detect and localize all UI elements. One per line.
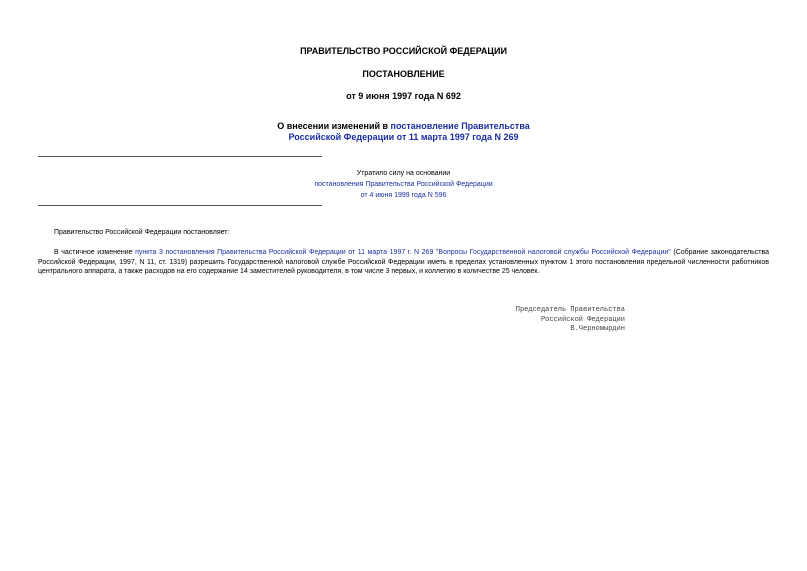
main-paragraph-rest: (Собрание законодательства Российской Федерации, 1997, N 11, ст. 1319) разрешить Государственной налоговой службе Российской Федерации иметь в пределах установленных пунктом 1 этого постановления предельной численности работников центрального аппарата, а также расходов на его содержание 14 заместителей руководителя, в том числе 3 первых, и коллегию в количестве 25 человек. xyxy=(38,249,770,275)
signature-block xyxy=(516,306,625,335)
preamble-text: Правительство Российской Федерации постановляет: xyxy=(54,229,230,236)
divider-top xyxy=(38,156,322,157)
government-heading: ПРАВИТЕЛЬСТВО РОССИЙСКОЙ ФЕДЕРАЦИИ xyxy=(300,46,507,56)
signature-position: Председатель Правительства xyxy=(515,306,625,314)
repeal-link-part1[interactable]: постановления Правительства Российской Федерации xyxy=(314,181,493,188)
signature-name: В.Черномырдин xyxy=(570,325,625,333)
divider-bottom xyxy=(38,205,322,206)
resolution-clause-link[interactable]: пункта 3 постановления Правительства Российской Федерации от 11 марта 1997 г. N 269 "Вопросы Государственной налоговой службы Российской Федерации" xyxy=(135,249,671,256)
signature-organization: Российской Федерации xyxy=(540,315,625,324)
document-type-heading: ПОСТАНОВЛЕНИЕ xyxy=(362,69,445,79)
document-date-number: от 9 июня 1997 года N 692 xyxy=(346,91,461,101)
title-link-part1[interactable]: постановление Правительства xyxy=(390,121,530,131)
document-title-line1 xyxy=(0,121,807,132)
main-paragraph-prefix: В частичное изменение xyxy=(54,249,136,256)
repeal-notice-link-line2 xyxy=(0,190,807,201)
repeal-link-part2[interactable]: от 4 июня 1999 года N 596 xyxy=(360,192,447,199)
document-title-line2 xyxy=(0,132,807,143)
title-link-part2[interactable]: Российской Федерации от 11 марта 1997 года N 269 xyxy=(288,132,519,142)
main-paragraph xyxy=(38,248,769,277)
repeal-notice-link-line1 xyxy=(0,179,807,190)
repeal-notice-text: Утратило силу на основании xyxy=(356,170,451,177)
document-title-prefix: О внесении изменений в xyxy=(277,121,391,131)
